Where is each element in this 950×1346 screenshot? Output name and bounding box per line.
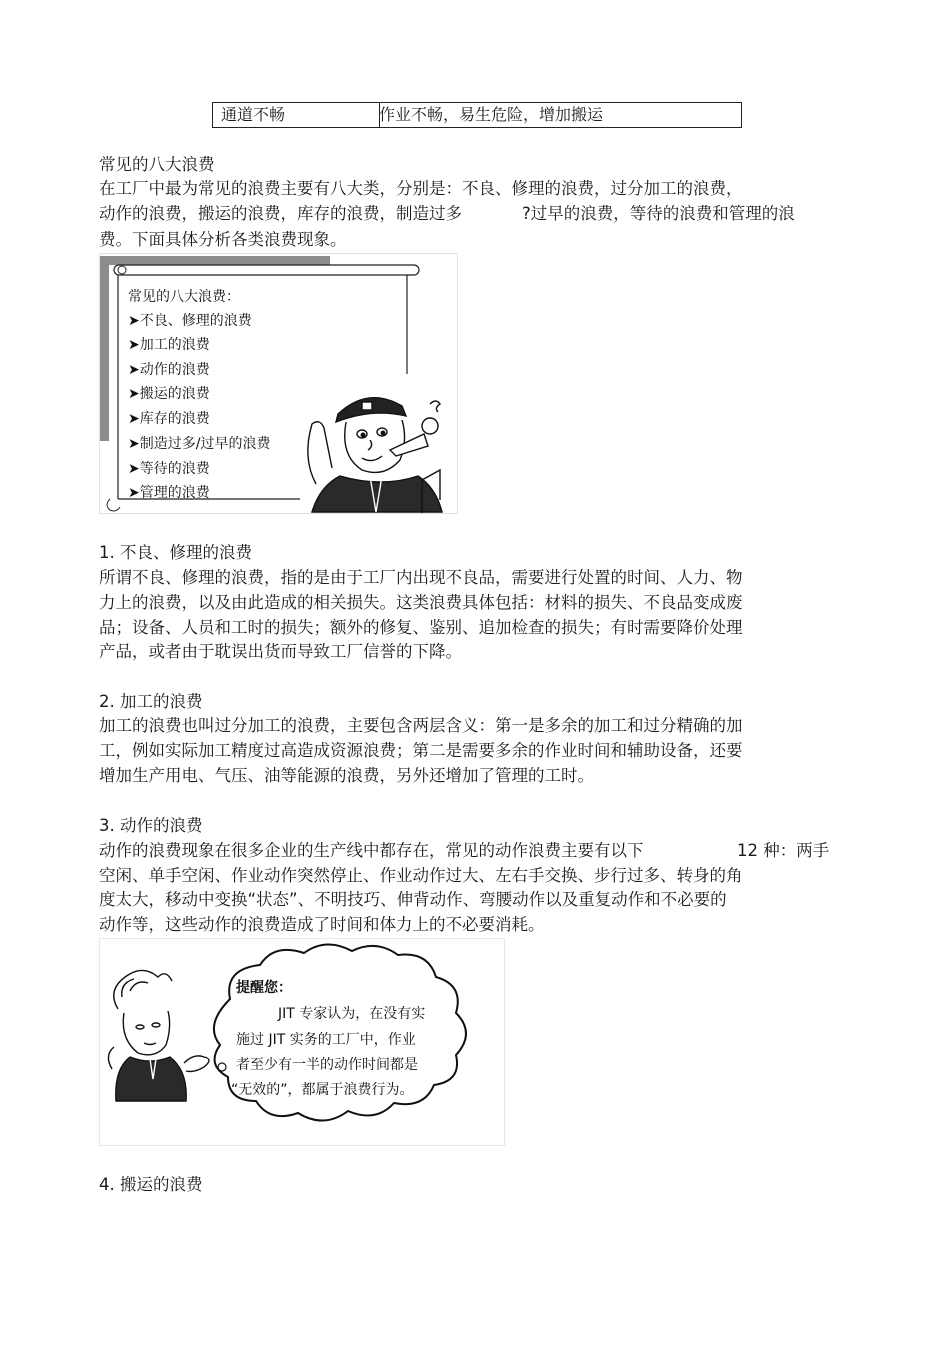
paragraph-line: 动作的浪费，搬运的浪费，库存的浪费，制造过多 bbox=[99, 204, 462, 223]
figure-list-item: ➤不良、修理的浪费 bbox=[128, 313, 252, 329]
paragraph-line: 所谓不良、修理的浪费，指的是由于工厂内出现不良品，需要进行处置的时间、人力、物 bbox=[99, 568, 743, 587]
figure-list-item: ➤制造过多/过早的浪费 bbox=[128, 436, 271, 452]
paragraph-line: 在工厂中最为常见的浪费主要有八大类，分别是：不良、修理的浪费，过分加工的浪费， bbox=[99, 179, 743, 198]
paragraph-line: 加工的浪费也叫过分加工的浪费，主要包含两层含义：第一是多余的加工和过分精确的加 bbox=[99, 716, 743, 735]
section-heading-eight-wastes: 常见的八大浪费 bbox=[99, 155, 215, 174]
jit-reminder-illustration bbox=[99, 938, 505, 1146]
paragraph-line: 空闲、单手空闲、作业动作突然停止、作业动作过大、左右手交换、步行过多、转身的角 bbox=[99, 866, 743, 885]
waste-table-row bbox=[212, 102, 742, 128]
paragraph-line: 品；设备、人员和工时的损失；额外的修复、鉴别、追加检查的损失；有时需要降价处理 bbox=[99, 618, 743, 637]
paragraph-line: 增加生产用电、气压、油等能源的浪费，另外还增加了管理的工时。 bbox=[99, 766, 594, 785]
figure-list-item: ➤搬运的浪费 bbox=[128, 386, 210, 402]
figure-list-item: ➤等待的浪费 bbox=[128, 461, 210, 477]
eight-wastes-illustration bbox=[99, 253, 458, 514]
paragraph-line: 12 种：两手 bbox=[737, 841, 830, 860]
reminder-title: 提醒您： bbox=[236, 980, 292, 996]
paragraph-line: 度太大，移动中变换“状态”、不明技巧、伸背动作、弯腰动作以及重复动作和不必要的 bbox=[99, 890, 727, 909]
reminder-line: JIT 专家认为，在没有实 bbox=[278, 1006, 426, 1022]
figure-list-item: ➤加工的浪费 bbox=[128, 337, 210, 353]
paragraph-line: 动作等，这些动作的浪费造成了时间和体力上的不必要消耗。 bbox=[99, 915, 545, 934]
figure-title: 常见的八大浪费： bbox=[128, 289, 240, 305]
section-heading: 1. 不良、修理的浪费 bbox=[99, 543, 252, 562]
figure-list-item: ➤管理的浪费 bbox=[128, 485, 210, 501]
paragraph-line: 工，例如实际加工精度过高造成资源浪费；第二是需要多余的作业时间和辅助设备，还要 bbox=[99, 741, 743, 760]
reminder-line: “无效的”，都属于浪费行为。 bbox=[231, 1082, 414, 1098]
reminder-line: 施过 JIT 实务的工厂中，作业 bbox=[236, 1032, 416, 1048]
section-heading: 4. 搬运的浪费 bbox=[99, 1175, 203, 1194]
paragraph-line: 费。下面具体分析各类浪费现象。 bbox=[99, 230, 347, 249]
paragraph-line: 产品，或者由于耽误出货而导致工厂信誉的下降。 bbox=[99, 642, 462, 661]
paragraph-line: ?过早的浪费，等待的浪费和管理的浪 bbox=[522, 204, 795, 223]
reminder-line: 者至少有一半的动作时间都是 bbox=[236, 1057, 418, 1073]
figure-list-item: ➤库存的浪费 bbox=[128, 411, 210, 427]
section-heading: 2. 加工的浪费 bbox=[99, 692, 203, 711]
figure-list-item: ➤动作的浪费 bbox=[128, 362, 210, 378]
table-cell-effect: 作业不畅，易生危险，增加搬运 bbox=[379, 105, 604, 124]
table-cell-item: 通道不畅 bbox=[213, 103, 380, 127]
paragraph-line: 力上的浪费，以及由此造成的相关损失。这类浪费具体包括：材料的损失、不良品变成废 bbox=[99, 593, 743, 612]
section-heading: 3. 动作的浪费 bbox=[99, 816, 203, 835]
paragraph-line: 动作的浪费现象在很多企业的生产线中都存在，常见的动作浪费主要有以下 bbox=[99, 841, 644, 860]
